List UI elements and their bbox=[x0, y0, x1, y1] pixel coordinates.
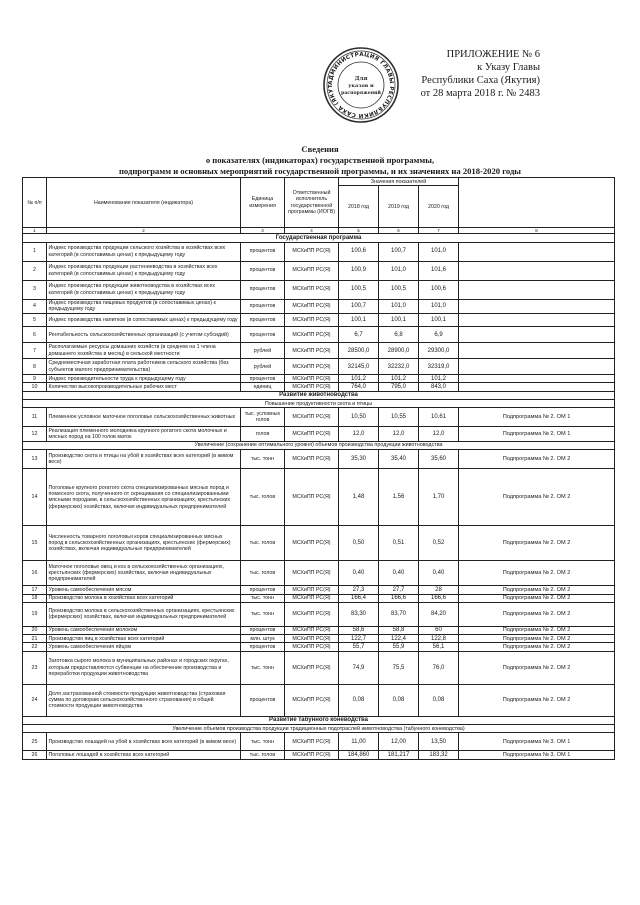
row-number: 13 bbox=[23, 450, 47, 469]
subprogram-cell: Подпрограмма № 2. ОМ 2 bbox=[459, 526, 615, 561]
table-row bbox=[23, 526, 615, 561]
value-2020: 12,0 bbox=[419, 427, 459, 442]
title-line-2: о показателях (индикаторах) государственной программы, bbox=[205, 155, 435, 165]
value-2019: 0,08 bbox=[379, 684, 419, 716]
value-2018: 100,7 bbox=[339, 299, 379, 314]
header-executor: Ответственный исполнитель государственной программы (ИОГВ) bbox=[285, 178, 339, 228]
value-2018: 166,4 bbox=[339, 594, 379, 602]
value-2018: 83,30 bbox=[339, 602, 379, 626]
value-2019: 100,7 bbox=[379, 242, 419, 261]
header-2019: 2019 год bbox=[379, 186, 419, 228]
subsection-traditional-livestock-label: Увеличение объемов производства продукции традиционных подотраслей животноводства (табунного коневодства) bbox=[23, 725, 615, 733]
indicator-name: Племенное условное маточное поголовье сельскохозяйственных животных bbox=[47, 408, 241, 427]
subprogram-cell: Подпрограмма № 2. ОМ 2 bbox=[459, 594, 615, 602]
value-2018: 100,1 bbox=[339, 314, 379, 327]
header-2020: 2020 год bbox=[419, 186, 459, 228]
col-index: 3 bbox=[241, 228, 285, 234]
value-2020: 28 bbox=[419, 586, 459, 594]
table-row bbox=[23, 594, 615, 602]
appendix-line-4: от 28 марта 2018 г. № 2483 bbox=[420, 88, 540, 99]
indicator-name: Численность товарного поголовья коров специализированных мясных пород в сельскохозяйственных организациях, крестьянских (фермерских) хозяйствах, включая индивидуальных предпринимателей bbox=[47, 526, 241, 561]
value-2018: 0,40 bbox=[339, 561, 379, 586]
unit-cell: процентов bbox=[241, 375, 285, 383]
row-number: 20 bbox=[23, 626, 47, 634]
executor-cell: МСХиПП РС(Я) bbox=[285, 602, 339, 626]
table-row bbox=[23, 280, 615, 299]
value-2019: 32232,0 bbox=[379, 359, 419, 375]
value-2019: 100,5 bbox=[379, 280, 419, 299]
executor-cell: МСХиПП РС(Я) bbox=[285, 643, 339, 651]
table-row bbox=[23, 450, 615, 469]
appendix-block bbox=[400, 48, 540, 100]
value-2018: 122,7 bbox=[339, 635, 379, 643]
executor-cell: МСХиПП РС(Я) bbox=[285, 450, 339, 469]
col-index: 8 bbox=[459, 228, 615, 234]
value-2018: 35,30 bbox=[339, 450, 379, 469]
section-livestock bbox=[23, 391, 615, 399]
value-2018: 6,7 bbox=[339, 327, 379, 343]
table-row bbox=[23, 261, 615, 280]
table-row bbox=[23, 375, 615, 383]
unit-cell: процентов bbox=[241, 242, 285, 261]
value-2020: 183,32 bbox=[419, 751, 459, 759]
row-number: 8 bbox=[23, 359, 47, 375]
row-number: 10 bbox=[23, 383, 47, 391]
unit-cell: процентов bbox=[241, 643, 285, 651]
executor-cell: МСХиПП РС(Я) bbox=[285, 343, 339, 359]
value-2020: 843,0 bbox=[419, 383, 459, 391]
value-2018: 0,08 bbox=[339, 684, 379, 716]
section-horse-breeding bbox=[23, 716, 615, 724]
subprogram-cell: Подпрограмма № 2. ОМ 2 bbox=[459, 586, 615, 594]
row-number: 9 bbox=[23, 375, 47, 383]
table-row bbox=[23, 327, 615, 343]
table-row bbox=[23, 651, 615, 684]
subprogram-cell bbox=[459, 383, 615, 391]
executor-cell: МСХиПП РС(Я) bbox=[285, 733, 339, 751]
col-index: 2 bbox=[47, 228, 241, 234]
indicator-name: Количество высокопроизводительных рабочих мест bbox=[47, 383, 241, 391]
official-seal bbox=[322, 46, 400, 124]
subprogram-cell bbox=[459, 261, 615, 280]
indicator-name: Производство молока в хозяйствах всех категорий bbox=[47, 594, 241, 602]
subprogram-cell: Подпрограмма № 2. ОМ 2 bbox=[459, 561, 615, 586]
executor-cell: МСХиПП РС(Я) bbox=[285, 327, 339, 343]
row-number: 22 bbox=[23, 643, 47, 651]
value-2020: 60 bbox=[419, 626, 459, 634]
section-livestock-label: Развитие животноводства bbox=[23, 391, 615, 399]
table-row bbox=[23, 359, 615, 375]
value-2019: 181,217 bbox=[379, 751, 419, 759]
title-line-1: Сведения bbox=[301, 144, 339, 154]
value-2020: 0,40 bbox=[419, 561, 459, 586]
unit-cell: процентов bbox=[241, 280, 285, 299]
value-2019: 12,0 bbox=[379, 427, 419, 442]
value-2018: 764,0 bbox=[339, 383, 379, 391]
table-row bbox=[23, 751, 615, 759]
subprogram-cell bbox=[459, 242, 615, 261]
table-row bbox=[23, 586, 615, 594]
indicator-name: Производство молока в сельскохозяйственных организациях, крестьянских (фермерских) хозяйствах, включая индивидуальных предпринимателей bbox=[47, 602, 241, 626]
value-2020: 0,52 bbox=[419, 526, 459, 561]
row-number: 14 bbox=[23, 469, 47, 526]
table-row bbox=[23, 314, 615, 327]
executor-cell: МСХиПП РС(Я) bbox=[285, 242, 339, 261]
indicator-name: Производство скота и птицы на убой в хозяйствах всех категорий (в живом весе) bbox=[47, 450, 241, 469]
value-2018: 101,2 bbox=[339, 375, 379, 383]
executor-cell: МСХиПП РС(Я) bbox=[285, 751, 339, 759]
row-number: 15 bbox=[23, 526, 47, 561]
executor-cell: МСХиПП РС(Я) bbox=[285, 383, 339, 391]
header-2018: 2018 год bbox=[339, 186, 379, 228]
unit-cell: тыс. тонн bbox=[241, 602, 285, 626]
value-2019: 28900,0 bbox=[379, 343, 419, 359]
subprogram-cell: Подпрограмма № 2. ОМ 2 bbox=[459, 635, 615, 643]
row-number: 7 bbox=[23, 343, 47, 359]
value-2018: 184,860 bbox=[339, 751, 379, 759]
subprogram-cell bbox=[459, 359, 615, 375]
value-2020: 100,1 bbox=[419, 314, 459, 327]
subprogram-cell bbox=[459, 375, 615, 383]
value-2019: 75,5 bbox=[379, 651, 419, 684]
value-2020: 101,0 bbox=[419, 242, 459, 261]
subprogram-cell bbox=[459, 299, 615, 314]
col-index: 1 bbox=[23, 228, 47, 234]
value-2019: 55,9 bbox=[379, 643, 419, 651]
indicator-name: Уровень самообеспечения молоком bbox=[47, 626, 241, 634]
indicator-name: Доля застрахованной стоимости продукции животноводства (страховая сумма по договорам сельскохозяйственного страхования) в общей стоимости продукции животноводства bbox=[47, 684, 241, 716]
unit-cell: тыс. голов bbox=[241, 751, 285, 759]
value-2019: 166,6 bbox=[379, 594, 419, 602]
unit-cell: процентов bbox=[241, 261, 285, 280]
value-2019: 58,8 bbox=[379, 626, 419, 634]
table-row bbox=[23, 684, 615, 716]
value-2020: 13,50 bbox=[419, 733, 459, 751]
row-number: 21 bbox=[23, 635, 47, 643]
value-2018: 12,0 bbox=[339, 427, 379, 442]
value-2019: 0,51 bbox=[379, 526, 419, 561]
appendix-line-2: к Указу Главы bbox=[477, 62, 540, 73]
table-row bbox=[23, 626, 615, 634]
executor-cell: МСХиПП РС(Я) bbox=[285, 314, 339, 327]
table-row bbox=[23, 561, 615, 586]
row-number: 19 bbox=[23, 602, 47, 626]
value-2020: 56,1 bbox=[419, 643, 459, 651]
unit-cell: тыс. тонн bbox=[241, 733, 285, 751]
value-2019: 122,4 bbox=[379, 635, 419, 643]
unit-cell: процентов bbox=[241, 327, 285, 343]
value-2018: 100,9 bbox=[339, 261, 379, 280]
table-row bbox=[23, 383, 615, 391]
unit-cell: тыс. голов bbox=[241, 526, 285, 561]
unit-cell: тыс. условных голов bbox=[241, 408, 285, 427]
col-index: 6 bbox=[379, 228, 419, 234]
value-2019: 35,40 bbox=[379, 450, 419, 469]
unit-cell: процентов bbox=[241, 626, 285, 634]
subprogram-cell: Подпрограмма № 2. ОМ 2 bbox=[459, 602, 615, 626]
value-2019: 101,0 bbox=[379, 299, 419, 314]
executor-cell: МСХиПП РС(Я) bbox=[285, 526, 339, 561]
unit-cell: тыс. тонн bbox=[241, 594, 285, 602]
row-number: 24 bbox=[23, 684, 47, 716]
row-number: 5 bbox=[23, 314, 47, 327]
indicator-name: Поголовье крупного рогатого скота специализированных мясных пород и помесного скота, полученного от скрещивания со специализированными мясными породами, в сельскохозяйственных организациях, крестьянских (фермерских) хозяйствах, включая индивидуальных предпринимателей bbox=[47, 469, 241, 526]
value-2019: 12,00 bbox=[379, 733, 419, 751]
executor-cell: МСХиПП РС(Я) bbox=[285, 408, 339, 427]
value-2020: 1,70 bbox=[419, 469, 459, 526]
row-number: 23 bbox=[23, 651, 47, 684]
subprogram-cell: Подпрограмма № 2. ОМ 1 bbox=[459, 408, 615, 427]
unit-cell: единиц bbox=[241, 383, 285, 391]
executor-cell: МСХиПП РС(Я) bbox=[285, 684, 339, 716]
table-row bbox=[23, 343, 615, 359]
section-state-program bbox=[23, 234, 615, 242]
appendix-line-3: Республики Саха (Якутия) bbox=[421, 75, 540, 86]
value-2020: 101,0 bbox=[419, 299, 459, 314]
indicator-name: Реализация племенного молодняка крупного рогатого скота молочных и мясных пород на 100 голов маток bbox=[47, 427, 241, 442]
value-2018: 100,6 bbox=[339, 242, 379, 261]
seal-center-text-1: Для bbox=[354, 76, 368, 82]
indicator-name: Располагаемые ресурсы домашних хозяйств (в среднем на 1 члена домашнего хозяйства в месяц) в сельской местности bbox=[47, 343, 241, 359]
table-row bbox=[23, 733, 615, 751]
section-state-program-label: Государственная программа bbox=[23, 234, 615, 242]
row-number: 17 bbox=[23, 586, 47, 594]
row-number: 11 bbox=[23, 408, 47, 427]
seal-center-text-3: распоряжений bbox=[341, 91, 381, 96]
indicator-name: Поголовье лошадей в хозяйствах всех категорий bbox=[47, 751, 241, 759]
value-2019: 10,55 bbox=[379, 408, 419, 427]
indicator-name: Уровень самообеспечения мясом bbox=[47, 586, 241, 594]
value-2018: 28500,0 bbox=[339, 343, 379, 359]
executor-cell: МСХиПП РС(Я) bbox=[285, 261, 339, 280]
value-2020: 101,6 bbox=[419, 261, 459, 280]
indicator-name: Производство яиц в хозяйствах всех категорий bbox=[47, 635, 241, 643]
value-2019: 101,0 bbox=[379, 261, 419, 280]
unit-cell: голов bbox=[241, 427, 285, 442]
value-2020: 0,08 bbox=[419, 684, 459, 716]
indicator-name: Индекс производительности труда к предыдущему году bbox=[47, 375, 241, 383]
subprogram-cell: Подпрограмма № 2. ОМ 2 bbox=[459, 651, 615, 684]
table-row bbox=[23, 299, 615, 314]
table-row bbox=[23, 408, 615, 427]
unit-cell: процентов bbox=[241, 299, 285, 314]
table-row bbox=[23, 643, 615, 651]
value-2020: 100,6 bbox=[419, 280, 459, 299]
section-horse-breeding-label: Развитие табунного коневодства bbox=[23, 716, 615, 724]
row-number: 4 bbox=[23, 299, 47, 314]
header-name: Наименование показателя (индикатора) bbox=[47, 178, 241, 228]
executor-cell: МСХиПП РС(Я) bbox=[285, 586, 339, 594]
value-2020: 32319,0 bbox=[419, 359, 459, 375]
executor-cell: МСХиПП РС(Я) bbox=[285, 651, 339, 684]
value-2020: 10,61 bbox=[419, 408, 459, 427]
value-2019: 100,1 bbox=[379, 314, 419, 327]
value-2019: 101,2 bbox=[379, 375, 419, 383]
table-row bbox=[23, 469, 615, 526]
executor-cell: МСХиПП РС(Я) bbox=[285, 359, 339, 375]
row-number: 18 bbox=[23, 594, 47, 602]
row-number: 1 bbox=[23, 242, 47, 261]
unit-cell: процентов bbox=[241, 586, 285, 594]
executor-cell: МСХиПП РС(Я) bbox=[285, 561, 339, 586]
document-title bbox=[30, 144, 610, 177]
indicator-name: Рентабельность сельскохозяйственных организаций (с учетом субсидий) bbox=[47, 327, 241, 343]
indicators-table bbox=[22, 177, 615, 760]
subprogram-cell: Подпрограмма № 2. ОМ 2 bbox=[459, 684, 615, 716]
subsection-production-volume bbox=[23, 441, 615, 449]
row-number: 6 bbox=[23, 327, 47, 343]
value-2020: 101,2 bbox=[419, 375, 459, 383]
unit-cell: процентов bbox=[241, 314, 285, 327]
row-number: 12 bbox=[23, 427, 47, 442]
executor-cell: МСХиПП РС(Я) bbox=[285, 594, 339, 602]
indicator-name: Индекс производства продукции сельского хозяйства в хозяйствах всех категорий (в сопоставимых ценах) к предыдущему году bbox=[47, 242, 241, 261]
value-2019: 27,7 bbox=[379, 586, 419, 594]
value-2019: 83,70 bbox=[379, 602, 419, 626]
indicator-name: Уровень самообеспечения яйцом bbox=[47, 643, 241, 651]
value-2018: 58,6 bbox=[339, 626, 379, 634]
value-2019: 6,8 bbox=[379, 327, 419, 343]
subprogram-cell bbox=[459, 314, 615, 327]
header-unit: Единица измерения bbox=[241, 178, 285, 228]
row-number: 25 bbox=[23, 733, 47, 751]
title-line-3: подпрограмм и основных мероприятий государственной программы, и их значениях на 2018-2020 годы bbox=[118, 166, 522, 176]
unit-cell: рублей bbox=[241, 343, 285, 359]
executor-cell: МСХиПП РС(Я) bbox=[285, 299, 339, 314]
value-2020: 29300,0 bbox=[419, 343, 459, 359]
subsection-productivity bbox=[23, 400, 615, 408]
value-2018: 55,7 bbox=[339, 643, 379, 651]
indicator-name: Индекс производства продукции растениеводства в хозяйствах всех категорий (в сопоставимых ценах) к предыдущему году bbox=[47, 261, 241, 280]
row-number: 2 bbox=[23, 261, 47, 280]
executor-cell: МСХиПП РС(Я) bbox=[285, 635, 339, 643]
indicator-name: Производство лошадей на убой в хозяйствах всех категорий (в живом весе) bbox=[47, 733, 241, 751]
executor-cell: МСХиПП РС(Я) bbox=[285, 280, 339, 299]
row-number: 3 bbox=[23, 280, 47, 299]
value-2020: 166,6 bbox=[419, 594, 459, 602]
seal-center-text-2: указов и bbox=[348, 83, 374, 89]
subsection-traditional-livestock bbox=[23, 725, 615, 733]
row-number: 16 bbox=[23, 561, 47, 586]
value-2018: 11,00 bbox=[339, 733, 379, 751]
indicator-name: Индекс производства продукции животноводства в хозяйствах всех категорий (в сопоставимых ценах) к предыдущему году bbox=[47, 280, 241, 299]
value-2018: 74,9 bbox=[339, 651, 379, 684]
value-2020: 122,8 bbox=[419, 635, 459, 643]
value-2018: 100,5 bbox=[339, 280, 379, 299]
subprogram-cell bbox=[459, 343, 615, 359]
table-row bbox=[23, 635, 615, 643]
value-2020: 76,0 bbox=[419, 651, 459, 684]
col-index: 4 bbox=[285, 228, 339, 234]
executor-cell: МСХиПП РС(Я) bbox=[285, 626, 339, 634]
value-2018: 10,50 bbox=[339, 408, 379, 427]
col-index: 5 bbox=[339, 228, 379, 234]
indicator-name: Заготовка сырого молока в муниципальных районах и городских округах, которым предоставляются субвенции на обеспечение производства и переработки продукции животноводства bbox=[47, 651, 241, 684]
subprogram-cell bbox=[459, 280, 615, 299]
subprogram-cell: Подпрограмма № 2. ОМ 2 bbox=[459, 469, 615, 526]
value-2018: 32145,0 bbox=[339, 359, 379, 375]
indicator-name: Маточное поголовье овец и коз в сельскохозяйственных организациях, крестьянских (фермерских) хозяйствах, включая индивидуальных предпринимателей bbox=[47, 561, 241, 586]
seal-ring-text: АДМИНИСТРАЦИЯ ГЛАВЫ РЕСПУБЛИКИ САХА (ЯКУТ bbox=[327, 51, 395, 119]
indicator-name: Индекс производства пищевых продуктов (в сопоставимых ценах) к предыдущему году bbox=[47, 299, 241, 314]
unit-cell: тыс. голов bbox=[241, 469, 285, 526]
indicator-name: Среднемесячная заработная плата работников сельского хозяйства (без субъектов малого предпринимательства) bbox=[47, 359, 241, 375]
subsection-production-volume-label: Увеличение (сохранение оптимального уровня) объемов производства продукции животноводства bbox=[23, 441, 615, 449]
unit-cell: процентов bbox=[241, 684, 285, 716]
executor-cell: МСХиПП РС(Я) bbox=[285, 427, 339, 442]
unit-cell: млн. штук bbox=[241, 635, 285, 643]
subprogram-cell: Подпрограмма № 3. ОМ 1 bbox=[459, 733, 615, 751]
header-extra bbox=[459, 178, 615, 228]
subprogram-cell: Подпрограмма № 2. ОМ 1 bbox=[459, 427, 615, 442]
col-index: 7 bbox=[419, 228, 459, 234]
row-number: 26 bbox=[23, 751, 47, 759]
header-num: № п/п bbox=[23, 178, 47, 228]
unit-cell: тыс. тонн bbox=[241, 450, 285, 469]
svg-text:АДМИНИСТРАЦИЯ ГЛАВЫ РЕСПУБЛИКИ bbox=[322, 46, 394, 118]
subsection-productivity-label: Повышение продуктивности скота и птицы bbox=[23, 400, 615, 408]
value-2018: 27,3 bbox=[339, 586, 379, 594]
header-values: Значения показателей bbox=[339, 178, 459, 186]
table-row bbox=[23, 242, 615, 261]
value-2019: 1,56 bbox=[379, 469, 419, 526]
unit-cell: рублей bbox=[241, 359, 285, 375]
executor-cell: МСХиПП РС(Я) bbox=[285, 469, 339, 526]
value-2018: 0,50 bbox=[339, 526, 379, 561]
executor-cell: МСХиПП РС(Я) bbox=[285, 375, 339, 383]
value-2019: 795,0 bbox=[379, 383, 419, 391]
value-2020: 35,60 bbox=[419, 450, 459, 469]
table-row bbox=[23, 602, 615, 626]
subprogram-cell bbox=[459, 327, 615, 343]
value-2018: 1,48 bbox=[339, 469, 379, 526]
value-2019: 0,40 bbox=[379, 561, 419, 586]
subprogram-cell: Подпрограмма № 2. ОМ 2 bbox=[459, 643, 615, 651]
subprogram-cell: Подпрограмма № 2. ОМ 2 bbox=[459, 450, 615, 469]
indicator-name: Индекс производства напитков (в сопоставимых ценах) к предыдущему году bbox=[47, 314, 241, 327]
subprogram-cell: Подпрограмма № 3. ОМ 1 bbox=[459, 751, 615, 759]
value-2020: 6,9 bbox=[419, 327, 459, 343]
value-2020: 84,20 bbox=[419, 602, 459, 626]
unit-cell: тыс. голов bbox=[241, 561, 285, 586]
unit-cell: тыс. тонн bbox=[241, 651, 285, 684]
subprogram-cell: Подпрограмма № 2. ОМ 2 bbox=[459, 626, 615, 634]
table-row bbox=[23, 427, 615, 442]
appendix-line-1: ПРИЛОЖЕНИЕ № 6 bbox=[446, 49, 540, 60]
